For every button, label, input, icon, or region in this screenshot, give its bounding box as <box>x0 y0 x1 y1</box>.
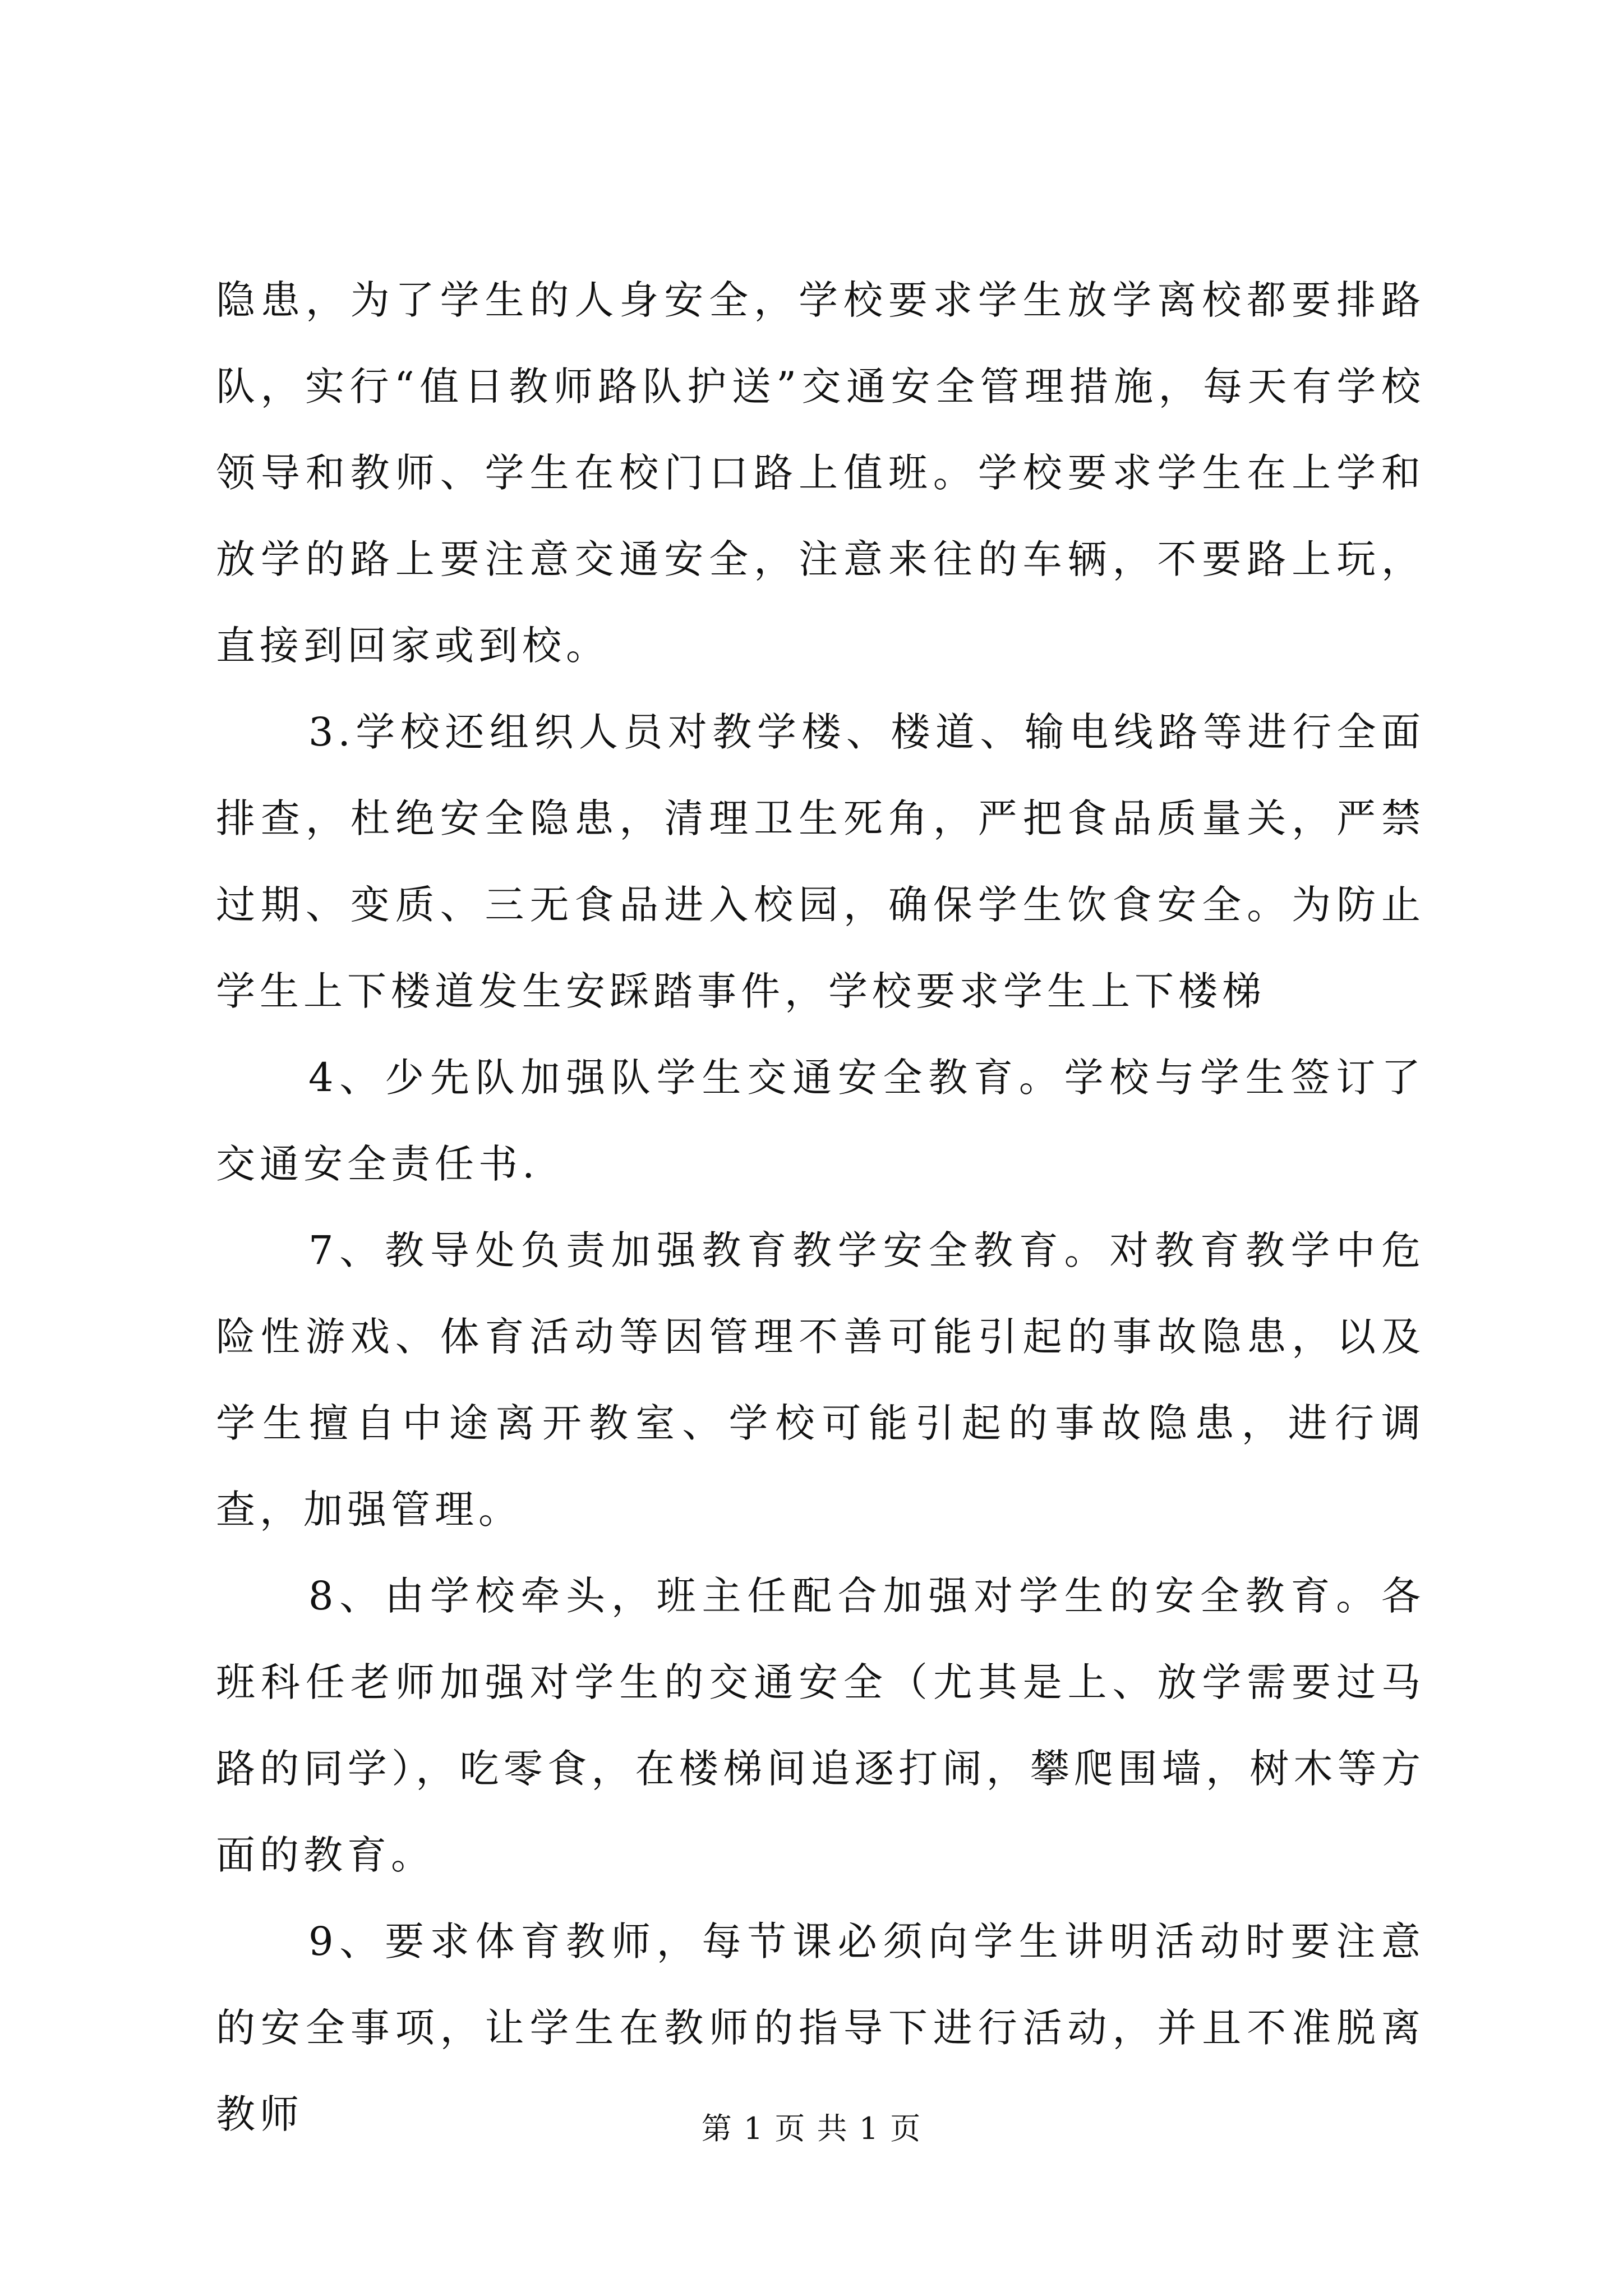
paragraph-item-9: 9、要求体育教师，每节课必须向学生讲明活动时要注意的安全事项，让学生在教师的指导下进行活动，并且不准脱离教师 <box>216 1918 1425 2137</box>
document-body <box>216 257 1425 2157</box>
paragraph-item-4: 4、少先队加强队学生交通安全教育。学校与学生签订了交通安全责任书. <box>216 1055 1425 1187</box>
page-footer: 第 1 页 共 1 页 <box>701 2111 922 2146</box>
paragraph-continuation: 隐患，为了学生的人身安全，学校要求学生放学离校都要排路队，实行“值日教师路队护送”交通安全管理措施，每天有学校领导和教师、学生在校门口路上值班。学校要求学生在上学和放学的路上要注意交通安全，注意来往的车辆，不要路上玩，直接到回家或到校。 <box>216 277 1425 669</box>
paragraph-item-8: 8、由学校牵头，班主任配合加强对学生的安全教育。各班科任老师加强对学生的交通安全（尤其是上、放学需要过马路的同学），吃零食，在楼梯间追逐打闹，攀爬围墙，树木等方面的教育。 <box>216 1573 1425 1878</box>
paragraph-item-3: 3.学校还组织人员对教学楼、楼道、输电线路等进行全面排查，杜绝安全隐患，清理卫生死角，严把食品质量关，严禁过期、变质、三无食品进入校园，确保学生饮食安全。为防止学生上下楼道发生安踩踏事件，学校要求学生上下楼梯 <box>216 709 1425 1014</box>
paragraph-item-7: 7、教导处负责加强教育教学安全教育。对教育教学中危险性游戏、体育活动等因管理不善可能引起的事故隐患，以及学生擅自中途离开教室、学校可能引起的事故隐患，进行调查，加强管理。 <box>216 1227 1425 1533</box>
